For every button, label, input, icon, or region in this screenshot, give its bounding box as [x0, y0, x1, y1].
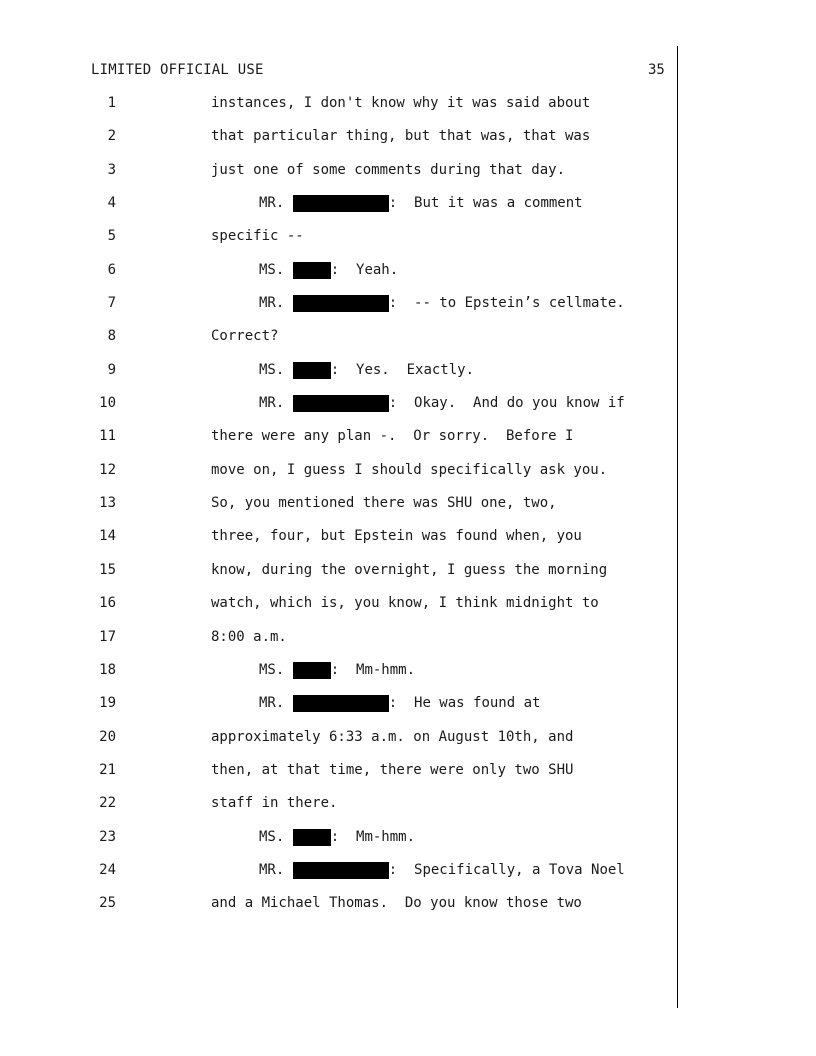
speaker-title: MR.	[259, 695, 285, 712]
speaker-title: MS.	[259, 661, 285, 678]
classification-header: LIMITED OFFICIAL USE	[91, 62, 264, 78]
speaker-line	[259, 395, 625, 412]
spoken-text: : Specifically, a Tova Noel	[388, 861, 625, 878]
transcript-line	[0, 362, 816, 395]
line-number: 20	[99, 728, 116, 745]
page-number: 35	[648, 62, 665, 78]
line-number: 11	[99, 428, 116, 445]
line-text: that particular thing, but that was, that was	[211, 128, 591, 145]
line-number: 6	[107, 261, 116, 278]
line-text: So, you mentioned there was SHU one, two,	[211, 495, 557, 512]
redacted-name-block	[293, 829, 331, 846]
transcript-line	[0, 262, 816, 295]
speaker-title: MR.	[259, 295, 285, 312]
line-number: 13	[99, 495, 116, 512]
speaker-title: MS.	[259, 828, 285, 845]
transcript-line	[0, 128, 816, 161]
line-text: move on, I guess I should specifically ask you.	[211, 461, 608, 478]
line-text: know, during the overnight, I guess the morning	[211, 561, 608, 578]
line-number: 14	[99, 528, 116, 545]
speaker-line	[259, 662, 415, 679]
redacted-name-block	[293, 695, 389, 712]
line-number: 5	[107, 228, 116, 245]
line-text: then, at that time, there were only two SHU	[211, 761, 574, 778]
speaker-line	[259, 829, 415, 846]
speaker-title: MR.	[259, 395, 285, 412]
line-number: 16	[99, 595, 116, 612]
transcript-line	[0, 328, 816, 361]
line-text: there were any plan -. Or sorry. Before I	[211, 428, 574, 445]
line-text: three, four, but Epstein was found when, you	[211, 528, 582, 545]
spoken-text: : Yes. Exactly.	[330, 361, 475, 378]
line-number: 2	[107, 128, 116, 145]
transcript-line	[0, 195, 816, 228]
spoken-text: : -- to Epstein’s cellmate.	[388, 295, 625, 312]
speaker-line	[259, 862, 625, 879]
spoken-text: : Mm-hmm.	[330, 828, 416, 845]
line-number: 3	[107, 161, 116, 178]
transcript-line	[0, 528, 816, 561]
transcript-line	[0, 395, 816, 428]
line-number: 17	[99, 628, 116, 645]
transcript-line	[0, 228, 816, 261]
line-number: 7	[107, 295, 116, 312]
transcript-line	[0, 95, 816, 128]
transcript-line	[0, 895, 816, 928]
transcript-line	[0, 829, 816, 862]
line-number: 4	[107, 195, 116, 212]
line-number: 21	[99, 761, 116, 778]
transcript-line	[0, 795, 816, 828]
spoken-text: : Okay. And do you know if	[388, 395, 625, 412]
transcript-line	[0, 662, 816, 695]
line-text: and a Michael Thomas. Do you know those two	[211, 895, 582, 912]
line-text: Correct?	[211, 328, 279, 345]
line-number: 19	[99, 695, 116, 712]
transcript-line	[0, 162, 816, 195]
redacted-name-block	[293, 362, 331, 379]
line-number: 23	[99, 828, 116, 845]
line-number: 25	[99, 895, 116, 912]
line-number: 12	[99, 461, 116, 478]
spoken-text: : Mm-hmm.	[330, 661, 416, 678]
spoken-text: : He was found at	[388, 695, 541, 712]
line-number: 24	[99, 861, 116, 878]
transcript-line	[0, 629, 816, 662]
line-text: specific --	[211, 228, 304, 245]
transcript-line	[0, 762, 816, 795]
speaker-title: MS.	[259, 261, 285, 278]
speaker-line	[259, 362, 474, 379]
transcript-line	[0, 462, 816, 495]
speaker-line	[259, 295, 625, 312]
line-number: 22	[99, 795, 116, 812]
transcript-body	[0, 95, 816, 929]
speaker-title: MR.	[259, 861, 285, 878]
line-number: 10	[99, 395, 116, 412]
spoken-text: : Yeah.	[330, 261, 399, 278]
transcript-line	[0, 495, 816, 528]
line-number: 1	[107, 95, 116, 111]
line-number: 18	[99, 661, 116, 678]
transcript-line	[0, 428, 816, 461]
line-number: 15	[99, 561, 116, 578]
line-text: watch, which is, you know, I think midnight to	[211, 595, 599, 612]
redacted-name-block	[293, 862, 389, 879]
spoken-text: : But it was a comment	[388, 195, 583, 212]
speaker-line	[259, 195, 583, 212]
line-text: approximately 6:33 a.m. on August 10th, and	[211, 728, 574, 745]
redacted-name-block	[293, 662, 331, 679]
speaker-line	[259, 262, 398, 279]
line-number: 9	[107, 361, 116, 378]
transcript-line	[0, 562, 816, 595]
redacted-name-block	[293, 295, 389, 312]
speaker-line	[259, 695, 540, 712]
transcript-line	[0, 595, 816, 628]
transcript-line	[0, 295, 816, 328]
line-text: 8:00 a.m.	[211, 628, 287, 645]
speaker-title: MS.	[259, 361, 285, 378]
speaker-title: MR.	[259, 195, 285, 212]
transcript-line	[0, 862, 816, 895]
transcript-line	[0, 729, 816, 762]
line-number: 8	[107, 328, 116, 345]
redacted-name-block	[293, 262, 331, 279]
transcript-line	[0, 695, 816, 728]
line-text: staff in there.	[211, 795, 338, 812]
line-text: instances, I don't know why it was said about	[211, 95, 591, 111]
redacted-name-block	[293, 395, 389, 412]
redacted-name-block	[293, 195, 389, 212]
line-text: just one of some comments during that day.	[211, 161, 566, 178]
